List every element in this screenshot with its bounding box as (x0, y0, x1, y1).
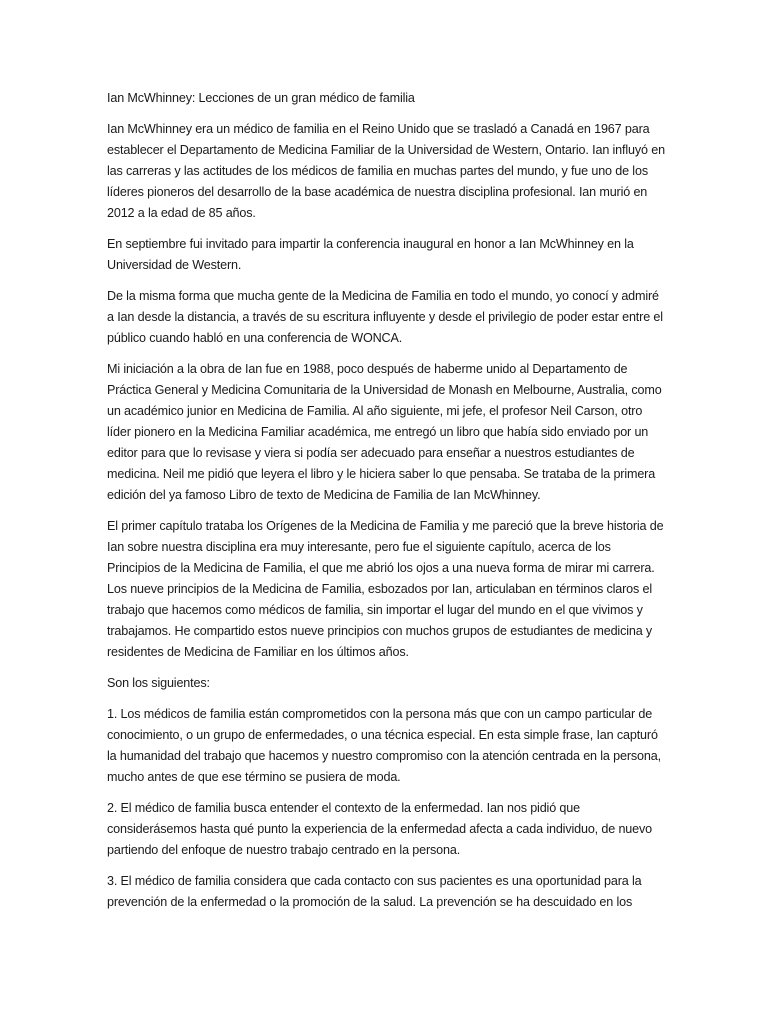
paragraph-initiation: Mi iniciación a la obra de Ian fue en 1988, poco después de haberme unido al Departamento de Práctica General y Medicina Comunitaria de la Universidad de Monash en Melbourne, Australia, como un académico junior en Medicina de Familia. Al año siguiente, mi jefe, el profesor Neil Carson, otro líder pionero en la Medicina Familiar académica, me entregó un libro que había sido enviado por un editor para que lo revisase y viera si podía ser adecuado para enseñar a nuestros estudiantes de medicina. Neil me pidió que leyera el libro y le hiciera saber lo que pensaba. Se trataba de la primera edición del ya famoso Libro de texto de Medicina de Familia de Ian McWhinney. (107, 362, 662, 502)
document-title: Ian McWhinney: Lecciones de un gran médico de familia (107, 91, 415, 105)
principle-3: 3. El médico de familia considera que cada contacto con sus pacientes es una oportunidad para la prevención de la enfermedad o la promoción de la salud. La prevención se ha descuidado en los (107, 874, 642, 909)
paragraph-first-chapter: El primer capítulo trataba los Orígenes de la Medicina de Familia y me pareció que la breve historia de Ian sobre nuestra disciplina era muy interesante, pero fue el siguiente capítulo, acerca de los Principios de la Medicina de Familia, el que me abrió los ojos a una nueva forma de mirar mi carrera. Los nueve principios de la Medicina de Familia, esbozados por Ian, articulaban en términos claros el trabajo que hacemos como médicos de familia, sin importar el lugar del mundo en el que vivimos y trabajamos. He compartido estos nueve principios con muchos grupos de estudiantes de medicina y residentes de Medicina de Familiar en los últimos años. (107, 519, 664, 659)
paragraph-admiration: De la misma forma que mucha gente de la Medicina de Familia en todo el mundo, yo conocí y admiré a Ian desde la distancia, a través de su escritura influyente y desde el privilegio de poder estar entre el público cuando habló en una conferencia de WONCA. (107, 289, 663, 345)
paragraph-list-intro: Son los siguientes: (107, 676, 210, 690)
paragraph-invitation: En septiembre fui invitado para impartir la conferencia inaugural en honor a Ian McWhinney en la Universidad de Western. (107, 237, 634, 272)
document-body (107, 88, 667, 923)
paragraph-intro: Ian McWhinney era un médico de familia en el Reino Unido que se trasladó a Canadá en 1967 para establecer el Departamento de Medicina Familiar de la Universidad de Western, Ontario. Ian influyó en las carreras y las actitudes de los médicos de familia en muchas partes del mundo, y fue uno de los líderes pioneros del desarrollo de la base académica de nuestra disciplina profesional. Ian murió en 2012 a la edad de 85 años. (107, 122, 665, 220)
principle-1: 1. Los médicos de familia están comprometidos con la persona más que con un campo particular de conocimiento, o un grupo de enfermedades, o una técnica especial. En esta simple frase, Ian capturó la humanidad del trabajo que hacemos y nuestro compromiso con la atención centrada en la persona, mucho antes de que ese término se pusiera de moda. (107, 707, 661, 784)
principle-2: 2. El médico de familia busca entender el contexto de la enfermedad. Ian nos pidió que considerásemos hasta qué punto la experiencia de la enfermedad afecta a cada individuo, de nuevo partiendo del enfoque de nuestro trabajo centrado en la persona. (107, 801, 653, 857)
